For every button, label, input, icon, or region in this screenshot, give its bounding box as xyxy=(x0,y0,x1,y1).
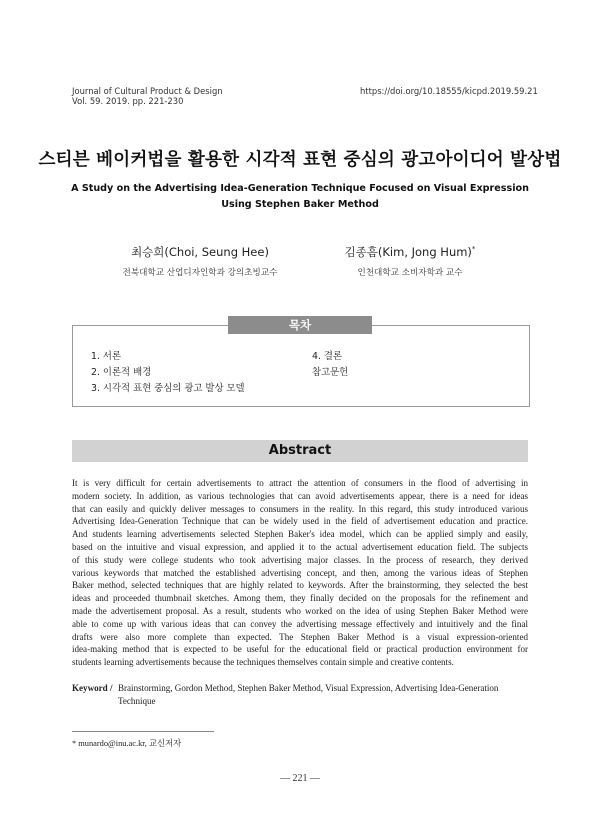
toc-item-1: 1. 서론 xyxy=(91,351,122,362)
abstract-line: modern society. In addition, as various technologies that can avoid advertisements appear, there is a need for ideas xyxy=(72,490,528,501)
abstract-line: that can easily and quickly deliver messages to consumers in the reality. In this regard, this study introduced various xyxy=(72,503,528,514)
journal-name: Journal of Cultural Product & Design xyxy=(72,86,223,96)
author-1-affiliation: 전북대학교 산업디자인학과 강의초빙교수 xyxy=(122,268,278,278)
abstract-line: ideas and proceeded thumbnail sketches. Among them, they finally decided on the proposals for the refinement and xyxy=(72,593,528,604)
footnote-rule xyxy=(72,731,214,732)
title-korean: 스티븐 베이커법을 활용한 시각적 표현 중심의 광고아이디어 발상법 xyxy=(38,150,562,170)
abstract-heading-bar xyxy=(72,440,528,462)
abstract-line: It is very difficult for certain advertisements to attract the attention of consumers in the flood of advertising in xyxy=(72,478,528,488)
abstract-line: various keywords that matched the established advertising concept, and then, among the various ideas of Stephen xyxy=(72,567,528,578)
page-number: — 221 — xyxy=(280,773,320,784)
abstract-line: made the advertisement proposal. As a result, students who worked on the idea of using Stephen Baker Method were xyxy=(72,606,528,616)
keyword-list-continued: Technique xyxy=(118,696,156,706)
toc-item-references: 참고문헌 xyxy=(312,367,349,378)
abstract-line: of this study were college students who took advertising major classes. In the process of research, they derived xyxy=(72,554,528,565)
toc-item-2: 2. 이론적 배경 xyxy=(91,367,152,378)
footnote-mark: * xyxy=(72,739,77,748)
abstract-line: Advertising Idea-Generation Technique that can be widely used in the field of advertisement education and practice. xyxy=(72,516,528,527)
footnote xyxy=(72,737,181,749)
abstract-line: And students learning advertisements selected Stephen Baker's idea model, which can be applied simply and easily, xyxy=(72,529,528,540)
footnote-text: munardo@inu.ac.kr, 교신저자 xyxy=(78,739,182,748)
author-2-name-text: 김종흠(Kim, Jong Hum) xyxy=(344,245,472,259)
volume-info: Vol. 59. 2019. pp. 221-230 xyxy=(72,96,184,106)
title-english-line-2: Using Stephen Baker Method xyxy=(221,199,379,210)
author-2-name xyxy=(310,244,510,260)
author-2 xyxy=(310,244,510,278)
abstract-line: Baker method, selected techniques that are highly related to keywords. After the brainstorming, they selected the best xyxy=(72,580,528,591)
abstract-line: students learning advertisements because the techniques themselves contain simple and creative contents. xyxy=(72,657,454,668)
abstract-line: able to come up with various ideas that can convey the advertising message effectively and intuitively and the final xyxy=(72,618,528,629)
keyword-list: Brainstorming, Gordon Method, Stephen Baker Method, Visual Expression, Advertising Idea-Generation xyxy=(118,683,499,693)
author-2-mark: * xyxy=(471,245,476,254)
toc-item-3: 3. 시각적 표현 중심의 광고 발상 모델 xyxy=(91,383,245,394)
abstract-line: idea-making method that is expected to be useful for the educational field or practical production environment for xyxy=(72,644,528,655)
doi-link[interactable]: https://doi.org/10.18555/kicpd.2019.59.21 xyxy=(360,86,538,96)
author-1 xyxy=(100,244,300,278)
abstract-line: based on the intuitive and visual expression, and applied it to the actual advertisement education field. The subjects xyxy=(72,542,528,552)
title-english-line-1: A Study on the Advertising Idea-Generation Technique Focused on Visual Expression xyxy=(71,183,529,194)
toc-heading: 목차 xyxy=(228,316,372,334)
author-1-name: 최승희(Choi, Seung Hee) xyxy=(131,245,269,259)
toc-item-4: 4. 결론 xyxy=(312,351,343,362)
author-2-affiliation: 인천대학교 소비자학과 교수 xyxy=(357,268,463,278)
abstract-heading: Abstract xyxy=(268,443,332,458)
keyword-label: Keyword / xyxy=(72,683,113,693)
abstract-line: drafts were also more complete than expected. The Stephen Baker Method is a visual expression-oriented xyxy=(72,631,528,642)
